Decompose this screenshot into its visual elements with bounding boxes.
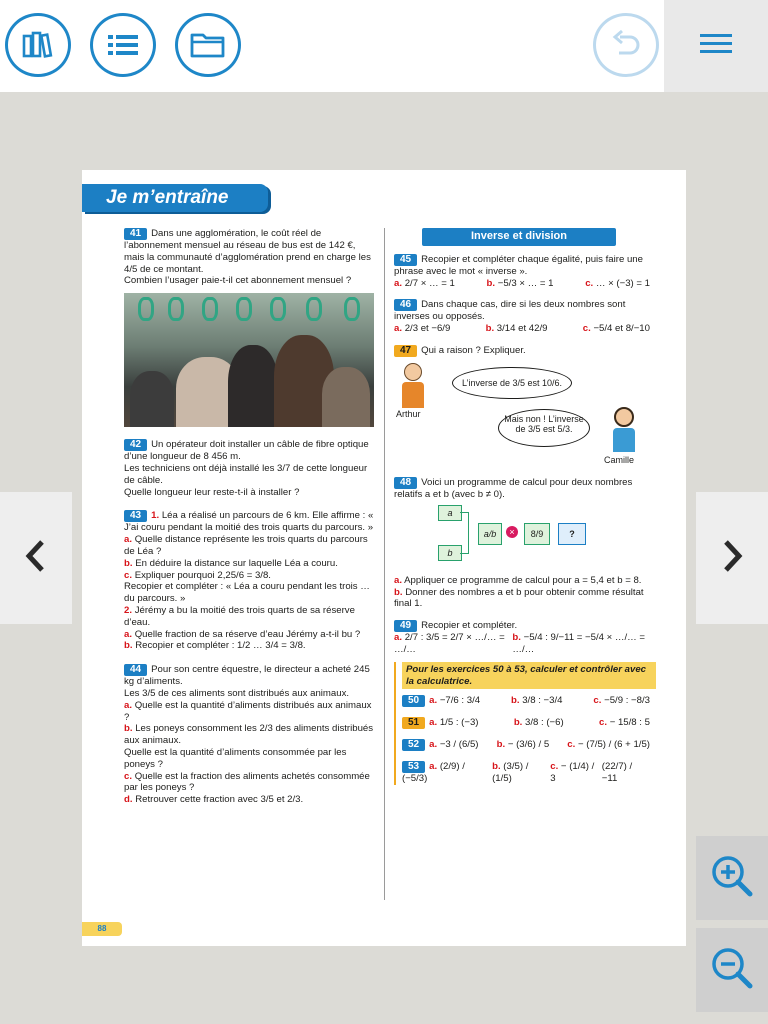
exercise-text: Pour son centre équestre, le directeur a acheté 245 kg d’aliments. [124, 664, 370, 688]
exercise-text: Léa a réalisé un parcours de 6 km. Elle affirme : « J’ai couru pendant la moitié des trois quarts du parcours. » [124, 510, 374, 534]
item-c: … × (−3) = 1 [595, 277, 650, 289]
camille-name: Camille [604, 454, 635, 465]
exercise-text: Recopier et compléter chaque égalité, puis faire une phrase avec le mot « inverse ». [394, 253, 643, 277]
calculator-exercises [394, 662, 656, 785]
exercise-52: 52 a. −3 / (6/5) b. − (3/6) / 5 c. − (7/5) / (6 + 1/5) [402, 739, 656, 751]
next-page-button[interactable] [696, 492, 768, 624]
exercise-number: 48 [394, 477, 417, 489]
section-title: Inverse et division [422, 228, 616, 246]
exercise-number: 41 [124, 228, 147, 240]
exercise-text: Recopier et compléter. [421, 620, 518, 632]
exercise-number: 45 [394, 254, 417, 266]
multiply-operator: × [506, 526, 518, 538]
exercise-48: 48 Voici un programme de calcul pour deux nombres relatifs a et b (avec b ≠ 0). a b a/b × 8/9 ? a. Appliquer ce programme de calcul pour a = 5,4 et b = 8. b. Donner des nombres a et b pour obtenir comme résultat final 1. [394, 477, 656, 610]
item-b: −5/3 × … = 1 [497, 277, 554, 289]
chevron-left-icon [24, 539, 48, 578]
exercise-text-line: Les techniciens ont déjà installé les 3/7 de cette longueur de câble. [124, 462, 368, 486]
exercise-text: Dans chaque cas, dire si les deux nombres sont inverses ou opposés. [394, 299, 626, 323]
column-divider [384, 228, 385, 900]
bus-passengers-photo [124, 293, 374, 427]
question-c: Expliquer pourquoi 2,25/6 = 3/8. [134, 569, 271, 581]
constant-box: 8/9 [524, 523, 550, 545]
exercise-text: Qui a raison ? Expliquer. [421, 344, 526, 356]
exercise-number: 49 [394, 620, 417, 632]
question-a: Quelle fraction de sa réserve d’eau Jérémy a-t-il bu ? [134, 628, 361, 640]
exercise-50: 50 a. −7/6 : 3/4 b. 3/8 : −3/4 c. −5/9 : −8/3 [402, 695, 656, 707]
exercise-47 [394, 345, 656, 467]
input-a-box: a [438, 505, 462, 521]
question-c: Quelle est la fraction des aliments achetés consommée par les poneys ? [124, 770, 370, 794]
item-a: 2/3 et −6/9 [404, 323, 451, 335]
chevron-right-icon [720, 539, 744, 578]
page-title: Je m’entraîne [106, 187, 229, 208]
exercise-46: 46 Dans chaque cas, dire si les deux nombres sont inverses ou opposés. a. 2/3 et −6/9 b. 3/14 et 42/9 c. −5/4 et 8/−10 [394, 299, 650, 335]
exercise-49: 49 Recopier et compléter. a. 2/7 : 3/5 = 2/7 × …/… = …/… b. −5/4 : 9/−11 = −5/4 × …/… = …/… [394, 620, 646, 655]
item-b: 3/14 et 42/9 [496, 323, 548, 335]
exercise-44: 44 Pour son centre équestre, le directeur a acheté 245 kg d’aliments. Les 3/5 de ces aliments sont distribués aux animaux. a. Quelle est la quantité d’aliments distribués aux animaux ? b. Les poneys consomment les 2/3 des aliments distribués aux animaux. Quelle est la quantité d’aliments consommée par les poneys ? c. Quelle est la fraction des aliments achetés consommée par les poneys ? d. Retrouver cette fraction avec 3/5 et 2/3. [124, 664, 374, 806]
zoom-out-icon [710, 946, 754, 995]
exercise-text-line: Quelle est la quantité d’aliments consommée par les poneys ? [124, 746, 347, 770]
calculator-instructions: Pour les exercices 50 à 53, calculer et contrôler avec la calculatrice. [402, 662, 656, 690]
exercise-text: Voici un programme de calcul pour deux nombres relatifs a et b (avec b ≠ 0). [394, 476, 633, 500]
question-b: En déduire la distance sur laquelle Léa a couru. [135, 557, 338, 569]
item-a: 2/7 × … = 1 [404, 277, 455, 289]
exercise-43: 43 1. Léa a réalisé un parcours de 6 km. Elle affirme : « J’ai couru pendant la moitié des trois quarts du parcours. » a. Quelle distance représente les trois quarts du parcours de Léa ? b. En déduire la distance sur laquelle Léa a couru. c. Expliquer pourquoi 2,25/6 = 3/8. Recopier et compléter : « Léa a couru pendant les trois … du parcours. » 2. Jérémy a bu la moitié des trois quarts de sa réserve d’eau. a. Quelle fraction de sa réserve d’eau Jérémy a-t-il bu ? b. Recopier et compléter : 1/2 … 3/4 = 3/8. [124, 510, 374, 652]
question-b: Donner des nombres a et b pour obtenir comme résultat final 1. [394, 586, 644, 610]
exercise-text-line: Les 3/5 de ces aliments sont distribués aux animaux. [124, 687, 350, 699]
part-label: 1. [151, 510, 160, 522]
question-b: Recopier et compléter : 1/2 … 3/4 = 3/8. [135, 640, 306, 652]
item-b: −5/4 : 9/−11 = −5/4 × …/… = …/… [512, 632, 646, 655]
question-a: Quelle distance représente les trois quarts du parcours de Léa ? [124, 534, 368, 557]
question-a: Appliquer ce programme de calcul pour a = 5,4 et b = 8. [404, 574, 642, 586]
zoom-in-icon [710, 854, 754, 903]
question-b: Les poneys consomment les 2/3 des aliments distribués aux animaux. [124, 723, 374, 747]
hamburger-menu-icon [700, 33, 732, 60]
zoom-out-button[interactable] [696, 928, 768, 1012]
zoom-in-button[interactable] [696, 836, 768, 920]
arthur-speech-bubble: L’inverse de 3/5 est 10/6. [452, 367, 572, 399]
left-column [124, 228, 374, 812]
right-column [394, 226, 656, 785]
exercise-number: 43 [124, 510, 147, 522]
list-icon [106, 32, 140, 58]
exercise-number: 46 [394, 299, 417, 311]
exercise-number: 47 [394, 345, 417, 357]
part-label: 2. [124, 604, 133, 616]
textbook-page [82, 170, 686, 946]
page-number: 88 [82, 922, 122, 936]
question-a: Quelle est la quantité d’aliments distribués aux animaux ? [124, 699, 372, 723]
exercise-question: Combien l’usager paie-t-il cet abonnement mensuel ? [124, 275, 352, 287]
exercise-51: 51 a. 1/5 : (−3) b. 3/8 : (−6) c. − 15/8 : 5 [402, 717, 656, 729]
previous-page-button[interactable] [0, 492, 72, 624]
folder-icon [189, 30, 227, 60]
exercise-text: Un opérateur doit installer un câble de fibre optique d’une longueur de 8 456 m. [124, 439, 369, 463]
input-b-box: b [438, 545, 462, 561]
library-icon [21, 30, 55, 60]
exercise-text: Dans une agglomération, le coût réel de l’abonnement mensuel au réseau de bus est de 142 €, mais la communauté d’agglomération prend en charge les 4/5 de ce montant. [124, 228, 371, 275]
undo-icon [609, 29, 643, 61]
arthur-figure [400, 363, 426, 407]
result-box: ? [558, 523, 586, 545]
library-button[interactable] [5, 13, 71, 77]
exercise-number: 42 [124, 439, 147, 451]
top-toolbar [0, 0, 768, 92]
item-c: −5/4 et 8/−10 [593, 323, 650, 335]
fraction-box: a/b [478, 523, 502, 545]
undo-button[interactable] [593, 13, 659, 77]
exercise-53: 53 a. (2/9) / (−5/3) b. (3/5) / (1/5) c. − (1/4) / 3 (22/7) / −11 [402, 761, 633, 785]
exercise-text-line: Recopier et compléter : « Léa a couru pendant les trois … du parcours. » [124, 581, 370, 605]
list-button[interactable] [90, 13, 156, 77]
folder-button[interactable] [175, 13, 241, 77]
exercise-number: 44 [124, 664, 147, 676]
item-a: 2/7 : 3/5 = 2/7 × …/… = …/… [394, 632, 505, 655]
calculation-program-diagram [438, 505, 656, 567]
question-d: Retrouver cette fraction avec 3/5 et 2/3. [135, 794, 304, 806]
camille-figure [610, 407, 638, 449]
exercise-question: Quelle longueur leur reste-t-il à installer ? [124, 486, 300, 498]
page-title-banner [82, 184, 268, 212]
camille-speech-bubble: Mais non ! L’inverse de 3/5 est 5/3. [498, 409, 590, 447]
exercise-45: 45 Recopier et compléter chaque égalité, puis faire une phrase avec le mot « inverse ». a. 2/7 × … = 1 b. −5/3 × … = 1 c. … × (−3) = 1 [394, 253, 650, 289]
exercise-42 [124, 439, 374, 498]
arthur-name: Arthur [396, 408, 421, 419]
exercise-41 [124, 228, 374, 287]
exercise-text: Jérémy a bu la moitié des trois quarts de sa réserve d’eau. [124, 604, 355, 628]
menu-button[interactable] [664, 0, 768, 92]
